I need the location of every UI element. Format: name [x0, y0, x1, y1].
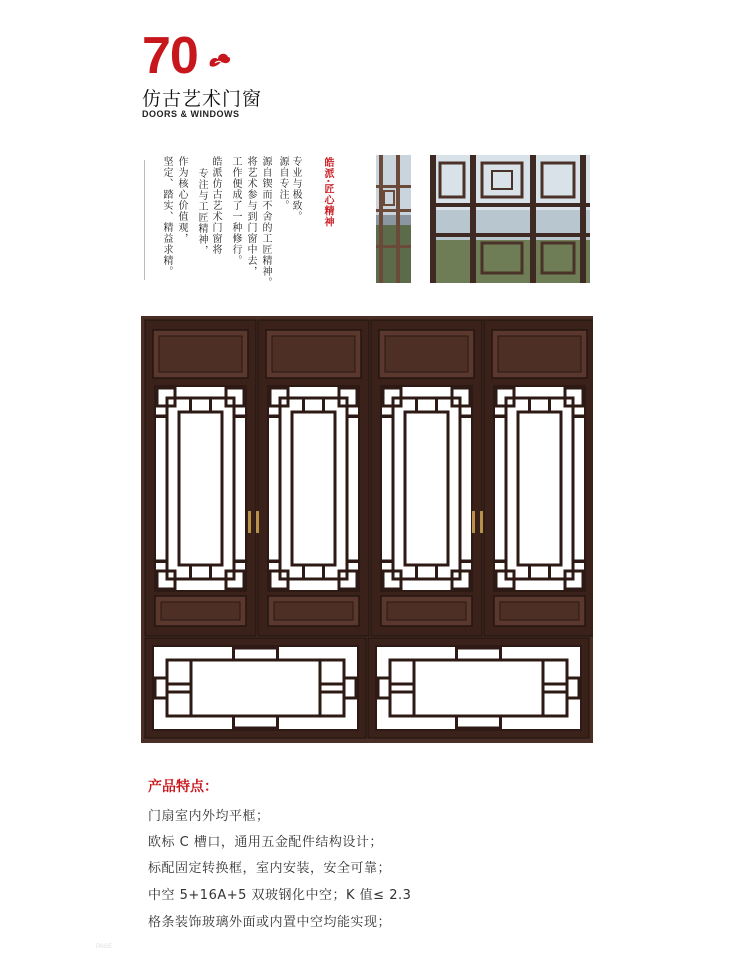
intro-line-9: 坚定、踏实、精益求精。 — [161, 156, 172, 277]
lattice — [494, 416, 506, 417]
glass-pane — [494, 386, 585, 591]
cloud-icon — [206, 46, 232, 72]
window-photo-small — [376, 155, 411, 283]
model-number: 70 — [142, 27, 198, 85]
title-en: DOORS & WINDOWS — [142, 109, 240, 119]
handle — [472, 511, 475, 533]
glass-pane — [155, 386, 246, 591]
feature-item: 欧标 C 槽口，通用五金配件结构设计； — [148, 835, 383, 850]
lattice — [494, 561, 506, 562]
glass-pane — [268, 386, 359, 591]
feature-item: 标配固定转换框，室内安装，安全可靠； — [148, 861, 392, 876]
lattice — [381, 416, 393, 417]
intro-line-3: 源自锲而不舍的工匠精神。 — [260, 156, 271, 288]
intro-line-5: 工作便成了一种修行。 — [230, 156, 241, 266]
intro-line-1: 专业与极致。 — [290, 156, 301, 222]
feature-item: 门扇室内外均平框； — [148, 809, 270, 824]
intro-line-4: 将艺术参与到门窗中去， — [245, 156, 256, 277]
handle — [480, 511, 483, 533]
lattice — [234, 561, 246, 562]
lattice — [347, 416, 359, 417]
lattice — [155, 416, 167, 417]
bottom-panel-inset — [387, 602, 466, 620]
handle — [248, 511, 251, 533]
intro-label: 皓派·匠心精神 — [322, 157, 333, 228]
intro-line-2: 源自专注。 — [277, 156, 288, 211]
lattice — [268, 561, 280, 562]
title-cn: 仿古艺术门窗 — [142, 88, 263, 110]
lattice — [155, 561, 167, 562]
glass-pane — [381, 386, 472, 591]
lattice — [347, 561, 359, 562]
bottom-panel-inset — [274, 602, 353, 620]
intro-line-8: 作为核心价值观， — [176, 156, 187, 244]
lattice — [381, 561, 393, 562]
lattice — [460, 416, 472, 417]
feature-item: 中空 5+16A+5 双玻钢化中空；K 值≤ 2.3 — [148, 888, 412, 903]
features-title: 产品特点： — [148, 779, 218, 795]
top-panel-inset — [498, 336, 581, 372]
top-panel-inset — [272, 336, 355, 372]
door-illustration — [141, 316, 593, 743]
window-photo-large — [430, 155, 590, 283]
handle — [256, 511, 259, 533]
page-mark: PAGE — [96, 944, 113, 950]
lattice — [460, 561, 472, 562]
lattice — [573, 416, 585, 417]
intro-line-7: 专注与工匠精神， — [196, 168, 207, 256]
divider — [144, 160, 145, 280]
lattice — [573, 561, 585, 562]
feature-item: 格条装饰玻璃外面或内置中空均能实现； — [148, 915, 392, 930]
intro-line-6: 皓派仿古艺术门窗将 — [210, 156, 221, 255]
top-panel-inset — [159, 336, 242, 372]
bottom-panel-inset — [500, 602, 579, 620]
lattice — [234, 416, 246, 417]
top-panel-inset — [385, 336, 468, 372]
lattice — [268, 416, 280, 417]
bottom-panel-inset — [161, 602, 240, 620]
